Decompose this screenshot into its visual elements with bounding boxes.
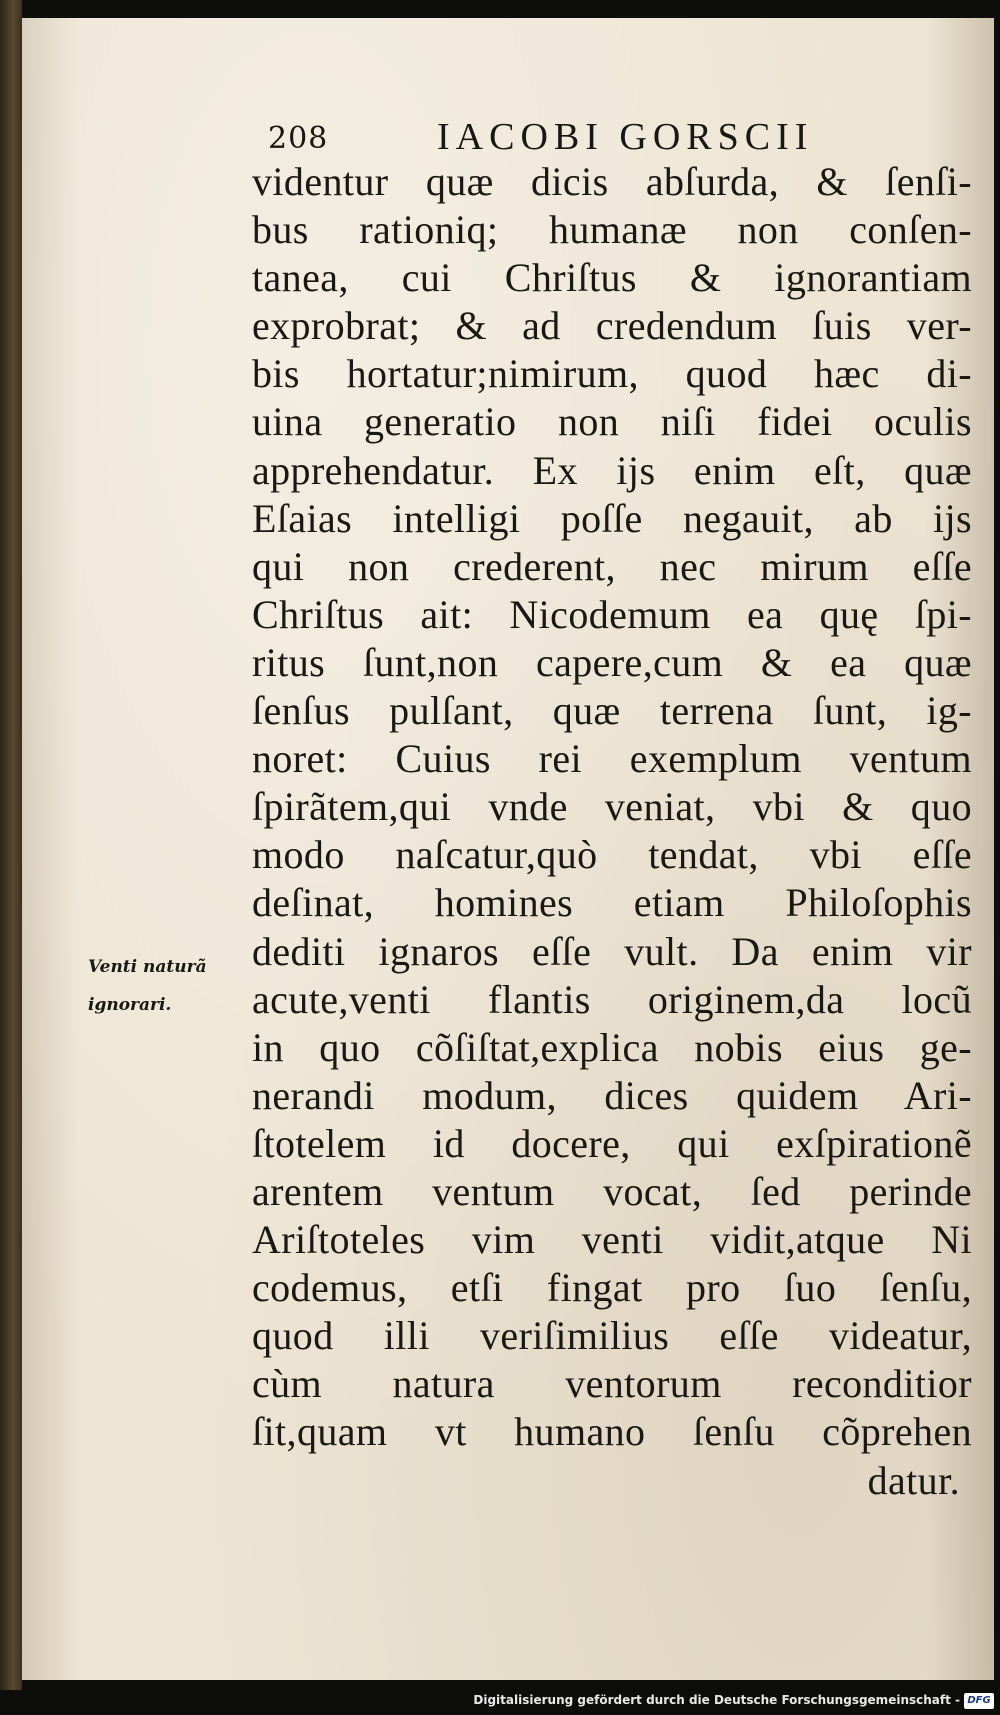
- page-header: [22, 111, 994, 161]
- text-line: Eſaias intelligi poſſe negauit, ab ijs: [252, 495, 972, 541]
- footer-strip: [0, 1690, 1000, 1715]
- text-line: modo naſcatur,quò tendat, vbi eſſe: [252, 832, 972, 878]
- text-line: tanea, cui Chriſtus & ignorantiam: [252, 255, 972, 301]
- marginal-note-line: ignorari.: [88, 995, 172, 1015]
- text-line: Chriſtus ait: Nicodemum ea quę ſpi-: [252, 591, 972, 637]
- text-line: acute,venti flantis originem,da locũ: [252, 976, 972, 1022]
- text-line: nerandi modum, dices quidem Ari-: [252, 1072, 972, 1118]
- book-edge: [0, 0, 22, 1715]
- text-line: arentem ventum vocat, ſed perinde: [252, 1168, 972, 1214]
- text-line: Ariſtoteles vim venti vidit,atque Ni: [252, 1217, 972, 1263]
- text-line: bis hortatur;nimirum, quod hæc di-: [252, 351, 972, 397]
- text-line: ſenſus pulſant, quæ terrena ſunt, ig-: [252, 688, 972, 734]
- book-page: [22, 18, 994, 1680]
- text-line: quod illi veriſimilius eſſe videatur,: [252, 1313, 972, 1359]
- text-line: qui non crederent, nec mirum eſſe: [252, 543, 972, 589]
- dfg-logo: [964, 1693, 994, 1709]
- text-line: ſtotelem id docere, qui exſpirationẽ: [252, 1120, 972, 1166]
- text-line: deſinat, homines etiam Philoſophis: [252, 880, 972, 926]
- text-line: cùm natura ventorum reconditior: [252, 1361, 972, 1407]
- text-line: in quo cõſiſtat,explica nobis eius ge-: [252, 1024, 972, 1070]
- text-line: uina generatio non niſi fidei oculis: [252, 399, 972, 445]
- funding-credit: Digitalisierung gefördert durch die Deutsche Forschungsgemeinschaft -: [473, 1693, 960, 1707]
- marginal-note: [88, 948, 248, 1024]
- text-line: ſit,quam vt humano ſenſu cõprehen: [252, 1409, 972, 1455]
- main-text-block: [252, 158, 972, 1505]
- text-line: datur.: [867, 1457, 960, 1503]
- text-line: apprehendatur. Ex ijs enim eſt, quæ: [252, 447, 972, 493]
- text-line: codemus, etſi fingat pro ſuo ſenſu,: [252, 1265, 972, 1311]
- text-line: videntur quæ dicis abſurda, & ſenſi-: [252, 159, 972, 204]
- text-line: ritus ſunt,non capere,cum & ea quæ: [252, 639, 972, 685]
- text-line: exprobrat; & ad credendum ſuis ver-: [252, 303, 972, 349]
- page-number: 208: [268, 121, 329, 156]
- text-line: dediti ignaros eſſe vult. Da enim vir: [252, 928, 972, 974]
- running-head: IACOBI GORSCII: [437, 116, 814, 158]
- text-line: noret: Cuius rei exemplum ventum: [252, 736, 972, 782]
- dfg-logo-text: DFG: [967, 1695, 991, 1706]
- marginal-note-line: Venti naturã: [88, 957, 207, 977]
- text-line: bus rationiq; humanæ non conſen-: [252, 207, 972, 253]
- text-line: ſpirãtem,qui vnde veniat, vbi & quo: [252, 784, 972, 830]
